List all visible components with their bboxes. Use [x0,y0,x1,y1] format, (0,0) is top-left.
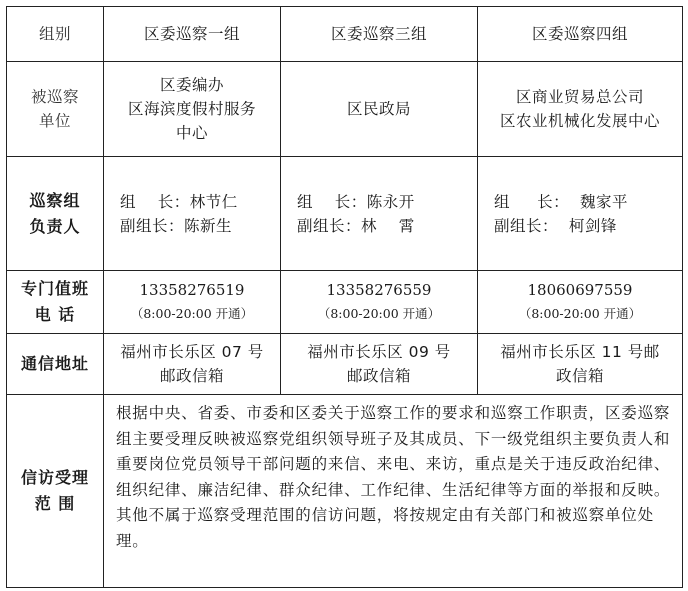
scope-label: 信访受理 范 围 [7,395,104,588]
group1-units: 区委编办 区海滨度假村服务 中心 [104,62,281,157]
phone-number: 13358276519 [139,281,245,299]
address-label: 通信地址 [7,334,104,395]
group3-address: 福州市长乐区 09 号 邮政信箱 [281,334,478,395]
group4-leaders: 组 长： 魏家平 副组长： 柯剑锋 [478,157,683,271]
group3-header: 区委巡察三组 [281,7,478,62]
service-hours: （8:00-20:00 开通） [130,306,254,321]
inspection-contact-table [6,6,683,588]
group4-address: 福州市长乐区 11 号邮 政信箱 [478,334,683,395]
leaders-label: 巡察组 负责人 [7,157,104,271]
scope-row [7,395,683,588]
leaders-row [7,157,683,271]
hotline-row [7,271,683,334]
scope-text: 根据中央、省委、市委和区委关于巡察工作的要求和巡察工作职责，区委巡察组主要受理反映被巡察党组织领导班子及其成员、下一级党组织主要负责人和重要岗位党员领导干部问题的来信、来电、来访，重点是关于违反政治纪律、组织纪律、廉洁纪律、群众纪律、工作纪律、生活纪律等方面的举报和反映。其他不属于巡察受理范围的信访问题，将按规定由有关部门和被巡察单位处理。 [104,395,683,588]
group1-address: 福州市长乐区 07 号 邮政信箱 [104,334,281,395]
group-header: 组别 [7,7,104,62]
group4-header: 区委巡察四组 [478,7,683,62]
address-row [7,334,683,395]
inspected-units-label: 被巡察 单位 [7,62,104,157]
phone-number: 18060697559 [527,281,633,299]
hotline-label: 专门值班 电 话 [7,271,104,334]
service-hours: （8:00-20:00 开通） [518,306,642,321]
group1-hotline [104,271,281,334]
group4-units: 区商业贸易总公司 区农业机械化发展中心 [478,62,683,157]
group3-units: 区民政局 [281,62,478,157]
phone-number: 13358276559 [326,281,432,299]
inspected-units-row [7,62,683,157]
group1-leaders: 组 长：林节仁 副组长：陈新生 [104,157,281,271]
group4-hotline [478,271,683,334]
group1-header: 区委巡察一组 [104,7,281,62]
group3-leaders: 组 长：陈永开 副组长：林 霄 [281,157,478,271]
service-hours: （8:00-20:00 开通） [317,306,441,321]
group3-hotline [281,271,478,334]
header-row [7,7,683,62]
